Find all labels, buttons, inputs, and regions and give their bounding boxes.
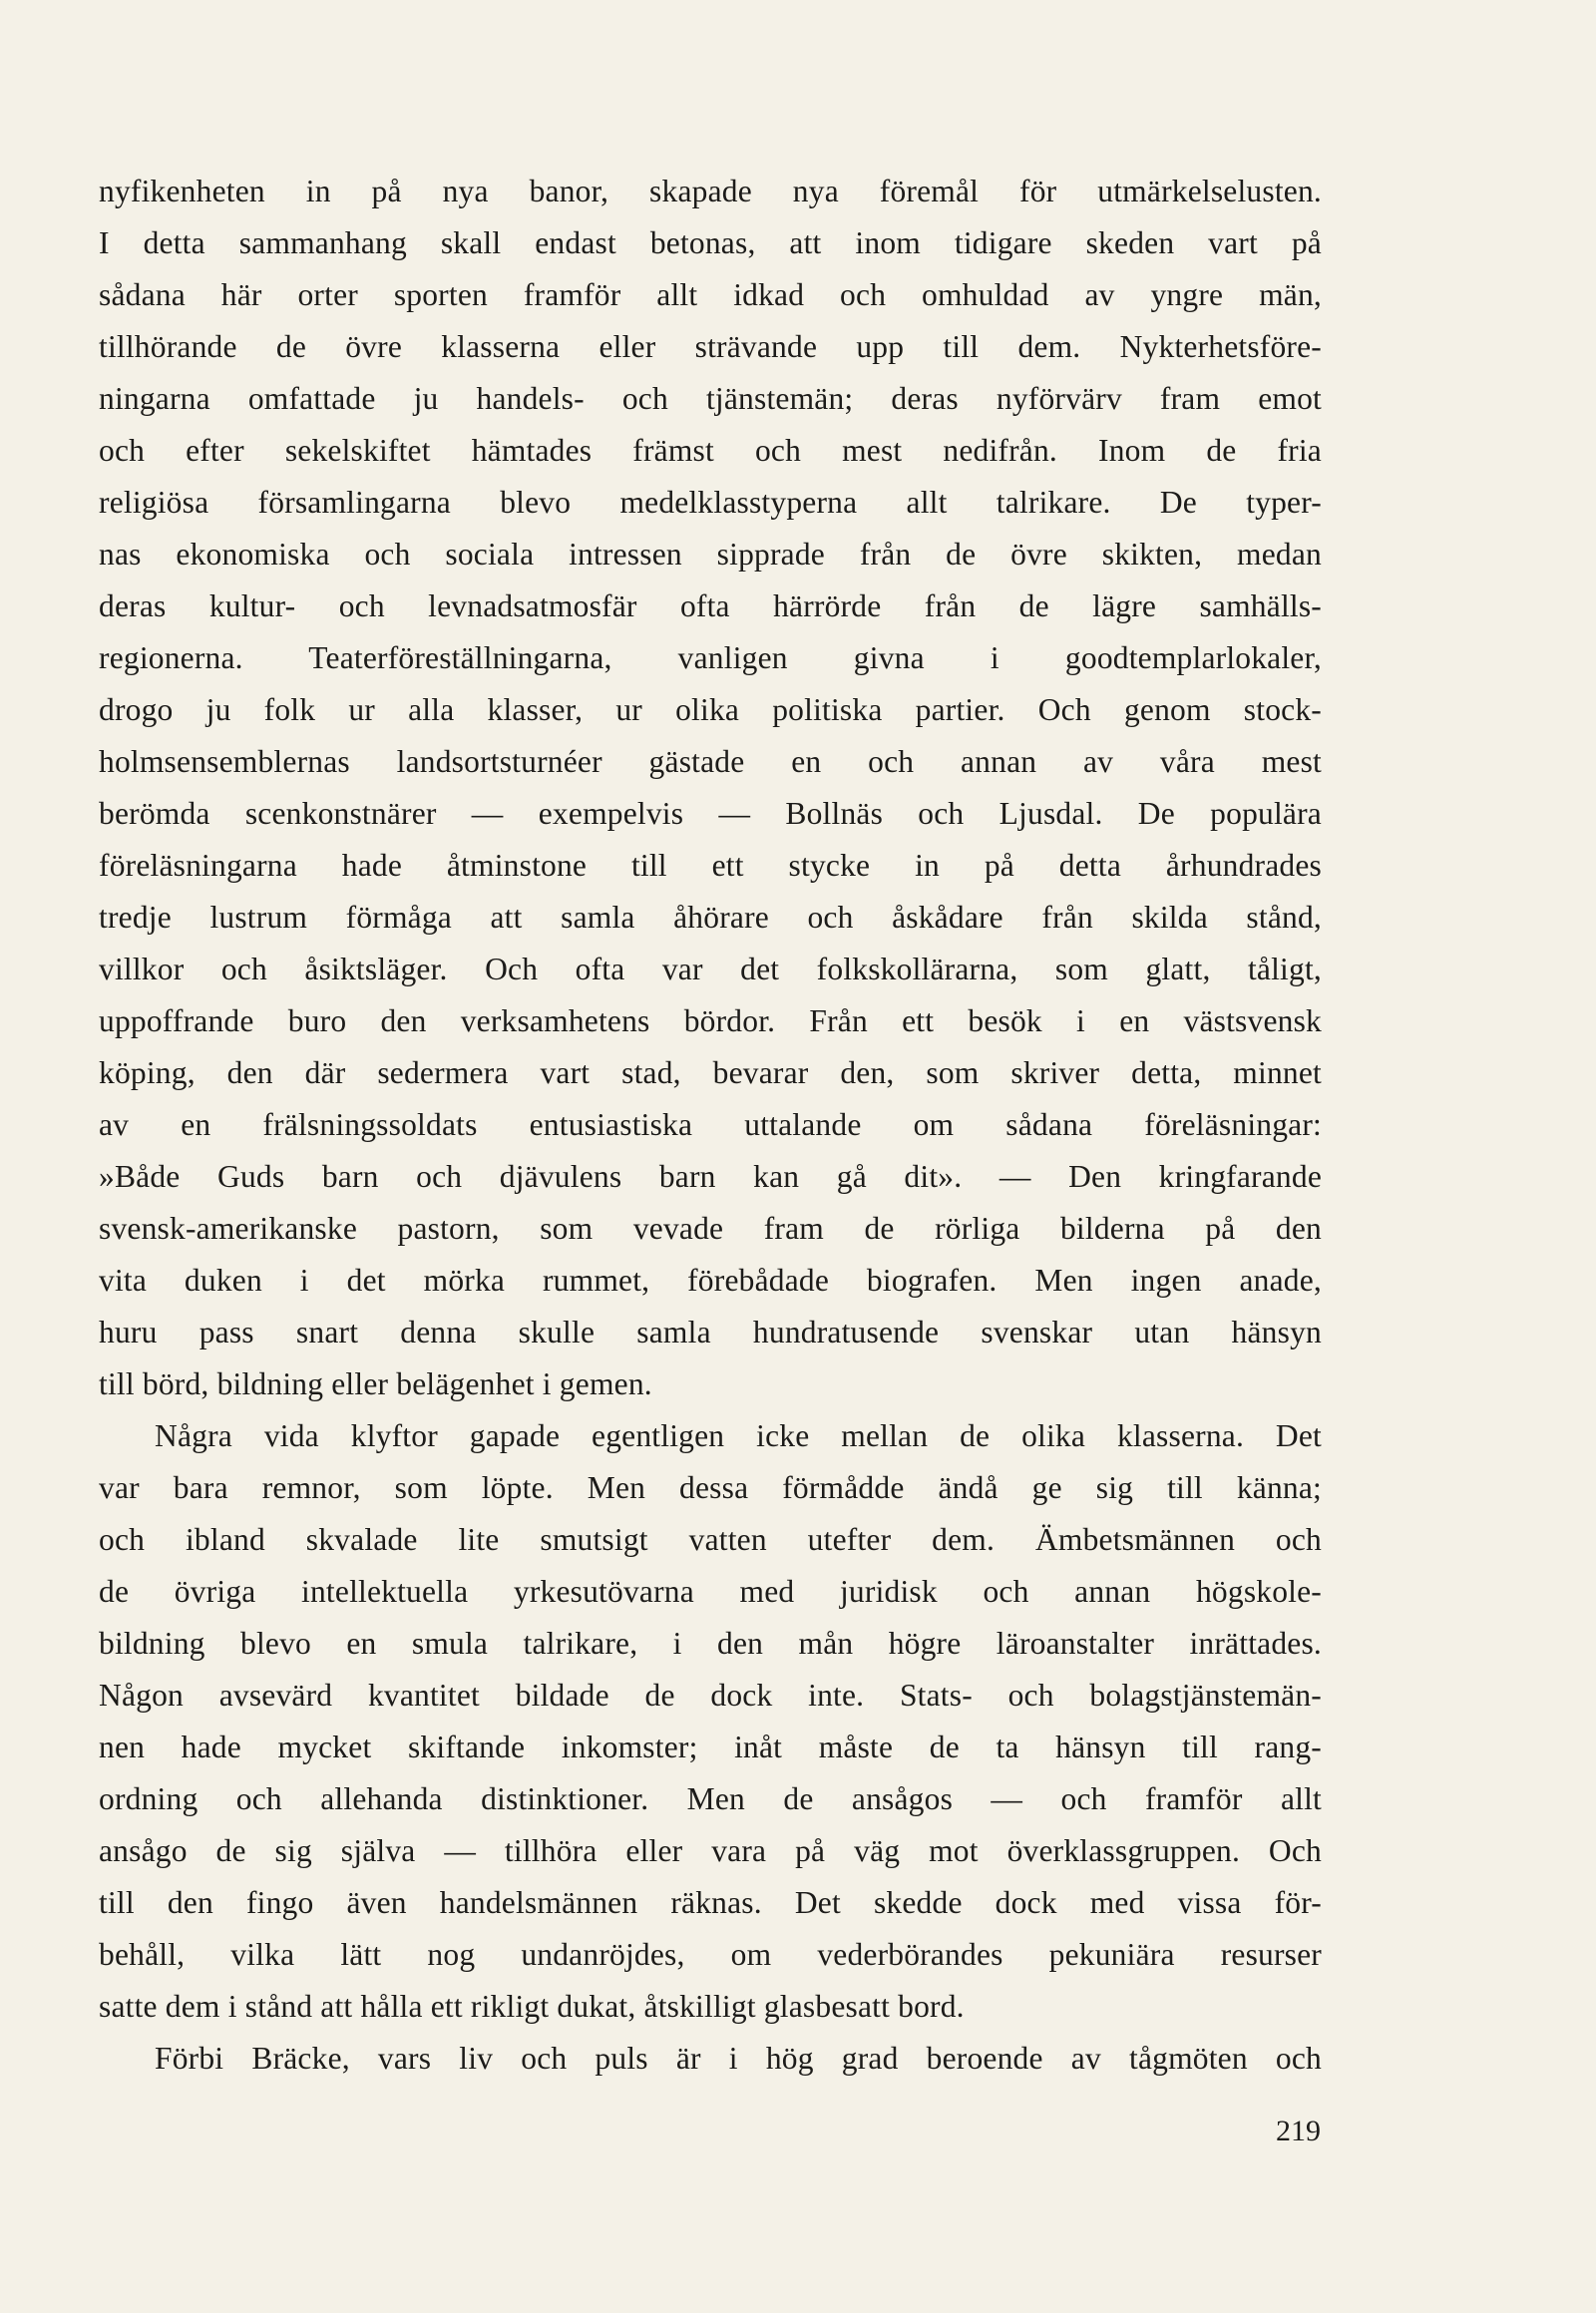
text-line: nyfikenheten in på nya banor, skapade nya föremål för utmärkelselusten. [99,174,1322,208]
text-line: tredje lustrum förmåga att samla åhörare och åskådare från skilda stånd, [99,900,1322,935]
text-line: föreläsningarna hade åtminstone till ett stycke in på detta århundrades [99,848,1322,883]
text-line: och ibland skvalade lite smutsigt vatten utefter dem. Ämbetsmännen och [99,1522,1322,1557]
text-line: deras kultur- och levnadsatmosfär ofta härrörde från de lägre samhälls- [99,588,1322,623]
text-line: vita duken i det mörka rummet, förebådade biografen. Men ingen anade, [99,1263,1322,1298]
text-line: satte dem i stånd att hålla ett rikligt dukat, åtskilligt glasbesatt bord. [99,1989,965,2024]
text-line: sådana här orter sporten framför allt idkad och omhuldad av yngre män, [99,277,1322,312]
text-line: religiösa församlingarna blevo medelklasstyperna allt talrikare. De typer- [99,485,1322,520]
text-line: till den fingo även handelsmännen räknas. Det skedde dock med vissa för- [99,1885,1322,1920]
text-line: de övriga intellektuella yrkesutövarna med juridisk och annan högskole- [99,1574,1322,1609]
text-line: och efter sekelskiftet hämtades främst och mest nedifrån. Inom de fria [99,433,1322,468]
page-number: 219 [1276,2115,1321,2147]
text-line: Förbi Bräcke, vars liv och puls är i hög grad beroende av tågmöten och [155,2041,1322,2076]
text-line: huru pass snart denna skulle samla hundratusende svenskar utan hänsyn [99,1315,1322,1349]
text-line: nen hade mycket skiftande inkomster; inåt måste de ta hänsyn till rang- [99,1730,1322,1764]
text-line: köping, den där sedermera vart stad, bevarar den, som skriver detta, minnet [99,1055,1322,1090]
text-line: I detta sammanhang skall endast betonas, att inom tidigare skeden vart på [99,225,1322,260]
text-line: behåll, vilka lätt nog undanröjdes, om vederbörandes pekuniära resurser [99,1937,1322,1972]
text-line: ningarna omfattade ju handels- och tjänstemän; deras nyförvärv fram emot [99,381,1322,416]
text-line: nas ekonomiska och sociala intressen sipprade från de övre skikten, medan [99,537,1322,572]
text-line: var bara remnor, som löpte. Men dessa förmådde ändå ge sig till känna; [99,1470,1322,1505]
paragraph [99,166,1322,1410]
text-line: ansågo de sig själva — tillhöra eller vara på väg mot överklassgruppen. Och [99,1833,1322,1868]
text-line: till börd, bildning eller belägenhet i gemen. [99,1366,652,1401]
text-line: av en frälsningssoldats entusiastiska uttalande om sådana föreläsningar: [99,1107,1322,1142]
text-line: villkor och åsiktsläger. Och ofta var det folkskollärarna, som glatt, tåligt, [99,952,1322,986]
text-line: holmsensemblernas landsortsturnéer gästade en och annan av våra mest [99,744,1322,779]
text-line: ordning och allehanda distinktioner. Men de ansågos — och framför allt [99,1781,1322,1816]
text-line: tillhörande de övre klasserna eller strävande upp till dem. Nykterhetsföre- [99,329,1322,364]
text-line: Några vida klyftor gapade egentligen icke mellan de olika klasserna. Det [155,1418,1322,1453]
paragraph [99,1410,1322,2033]
paragraph [99,2033,1322,2085]
text-line: Någon avsevärd kvantitet bildade de dock inte. Stats- och bolagstjänstemän- [99,1678,1322,1713]
text-line: uppoffrande buro den verksamhetens bördor. Från ett besök i en västsvensk [99,1003,1322,1038]
body-text [99,166,1322,2085]
text-line: »Både Guds barn och djävulens barn kan gå dit». — Den kringfarande [99,1159,1322,1194]
text-line: berömda scenkonstnärer — exempelvis — Bollnäs och Ljusdal. De populära [99,796,1322,831]
text-line: bildning blevo en smula talrikare, i den mån högre läroanstalter inrättades. [99,1626,1322,1661]
text-line: regionerna. Teaterföreställningarna, vanligen givna i goodtemplarlokaler, [99,640,1322,675]
text-line: drogo ju folk ur alla klasser, ur olika politiska partier. Och genom stock- [99,692,1322,727]
text-line: svensk-amerikanske pastorn, som vevade fram de rörliga bilderna på den [99,1211,1322,1246]
